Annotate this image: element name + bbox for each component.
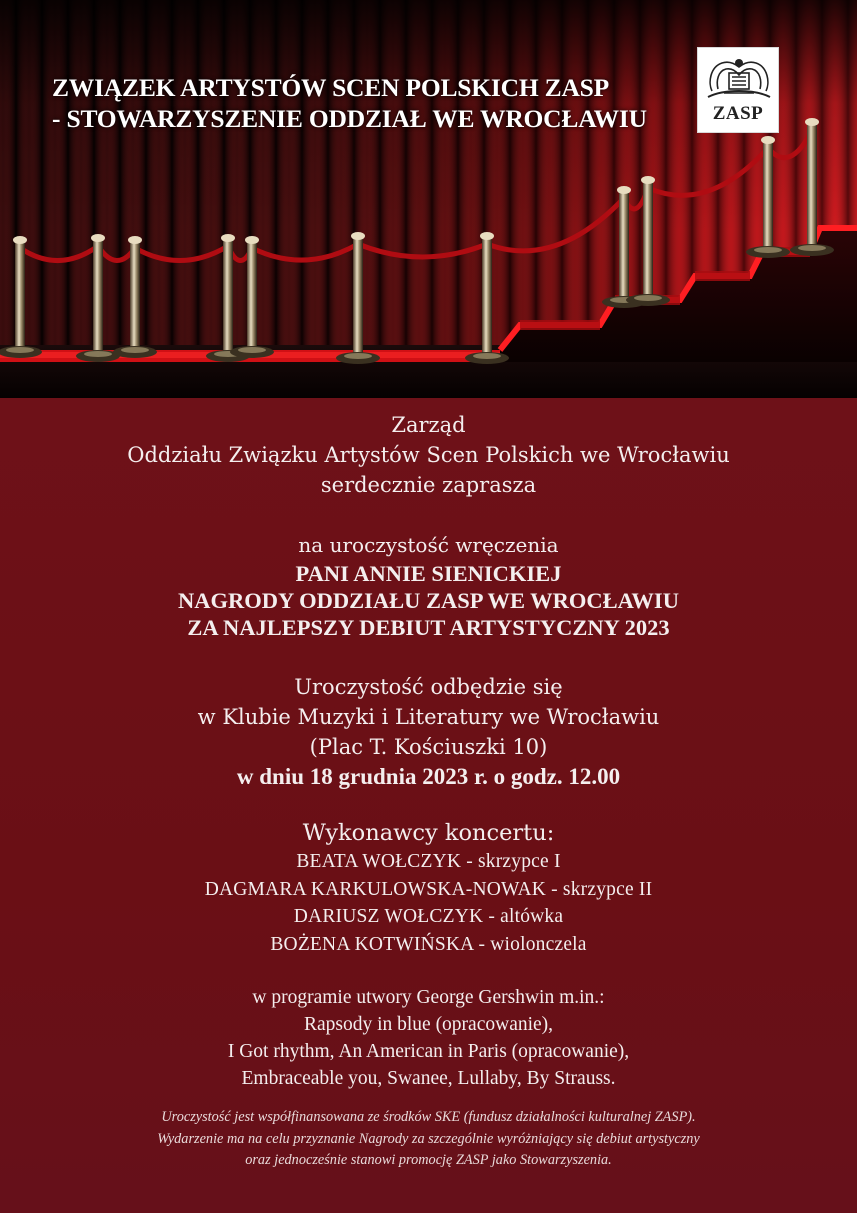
venue-name: w Klubie Muzyki i Literatury we Wrocławiu: [197, 705, 660, 729]
venue-block: [0, 672, 857, 792]
footnote-line: oraz jednocześnie stanowi promocję ZASP jako Stowarzyszenia.: [245, 1152, 612, 1168]
performer-item: DARIUSZ WOŁCZYK - altówka: [293, 906, 564, 927]
program-line: Rapsody in blue (opracowanie),: [303, 1014, 554, 1035]
venue-address: (Plac T. Kościuszki 10): [309, 735, 548, 759]
program-line: Embraceable you, Swanee, Lullaby, By Strauss.: [241, 1068, 616, 1089]
award-category: ZA NAJLEPSZY DEBIUT ARTYSTYCZNY 2023: [187, 615, 670, 640]
award-name: NAGRODY ODDZIAŁU ZASP WE WROCŁAWIU: [178, 588, 679, 613]
event-date: w dniu 18 grudnia 2023 r. o godz. 12.00: [236, 764, 621, 789]
performers-heading: Wykonawcy koncertu:: [302, 820, 555, 846]
program-block: [0, 984, 857, 1092]
invite-phrase: serdecznie zaprasza: [320, 473, 537, 497]
program-line: I Got rhythm, An American in Paris (opracowanie),: [227, 1041, 630, 1062]
branch-name: Oddziału Związku Artystów Scen Polskich we Wrocławiu: [127, 443, 730, 467]
footnote-line: Wydarzenie ma na celu przyznanie Nagrody za szczególnie wyróżniający się debiut artystyczny: [157, 1130, 700, 1147]
ceremony-block: [0, 530, 857, 641]
footnote-line: Uroczystość jest współfinansowana ze środków SKE (fundusz działalności kulturalnej ZASP).: [161, 1109, 696, 1125]
funding-footnote: [0, 1107, 857, 1172]
invitation-body: [0, 398, 857, 1213]
zasp-logo: [697, 47, 779, 133]
program-line: w programie utwory George Gershwin m.in.:: [252, 987, 605, 1008]
ceremony-intro: na uroczystość wręczenia: [298, 533, 559, 557]
award-recipient: PANI ANNIE SIENICKIEJ: [295, 561, 562, 586]
performer-item: DAGMARA KARKULOWSKA-NOWAK - skrzypce II: [204, 878, 653, 900]
performers-block: [0, 818, 857, 958]
performer-item: BEATA WOŁCZYK - skrzypce I: [296, 851, 561, 872]
inviter-block: [0, 410, 857, 500]
organization-title-line-1: ZWIĄZEK ARTYSTÓW SCEN POLSKICH ZASP: [52, 73, 610, 102]
zasp-emblem-icon: [704, 53, 774, 103]
performer-item: BOŻENA KOTWIŃSKA - wiolonczela: [270, 933, 587, 955]
board-label: Zarząd: [391, 413, 466, 437]
header-stage-image: [0, 0, 857, 398]
organization-title: [52, 72, 692, 134]
venue-intro: Uroczystość odbędzie się: [294, 675, 563, 699]
organization-title-line-2: - STOWARZYSZENIE ODDZIAŁ WE WROCŁAWIU: [52, 104, 647, 133]
logo-label: ZASP: [712, 103, 764, 124]
